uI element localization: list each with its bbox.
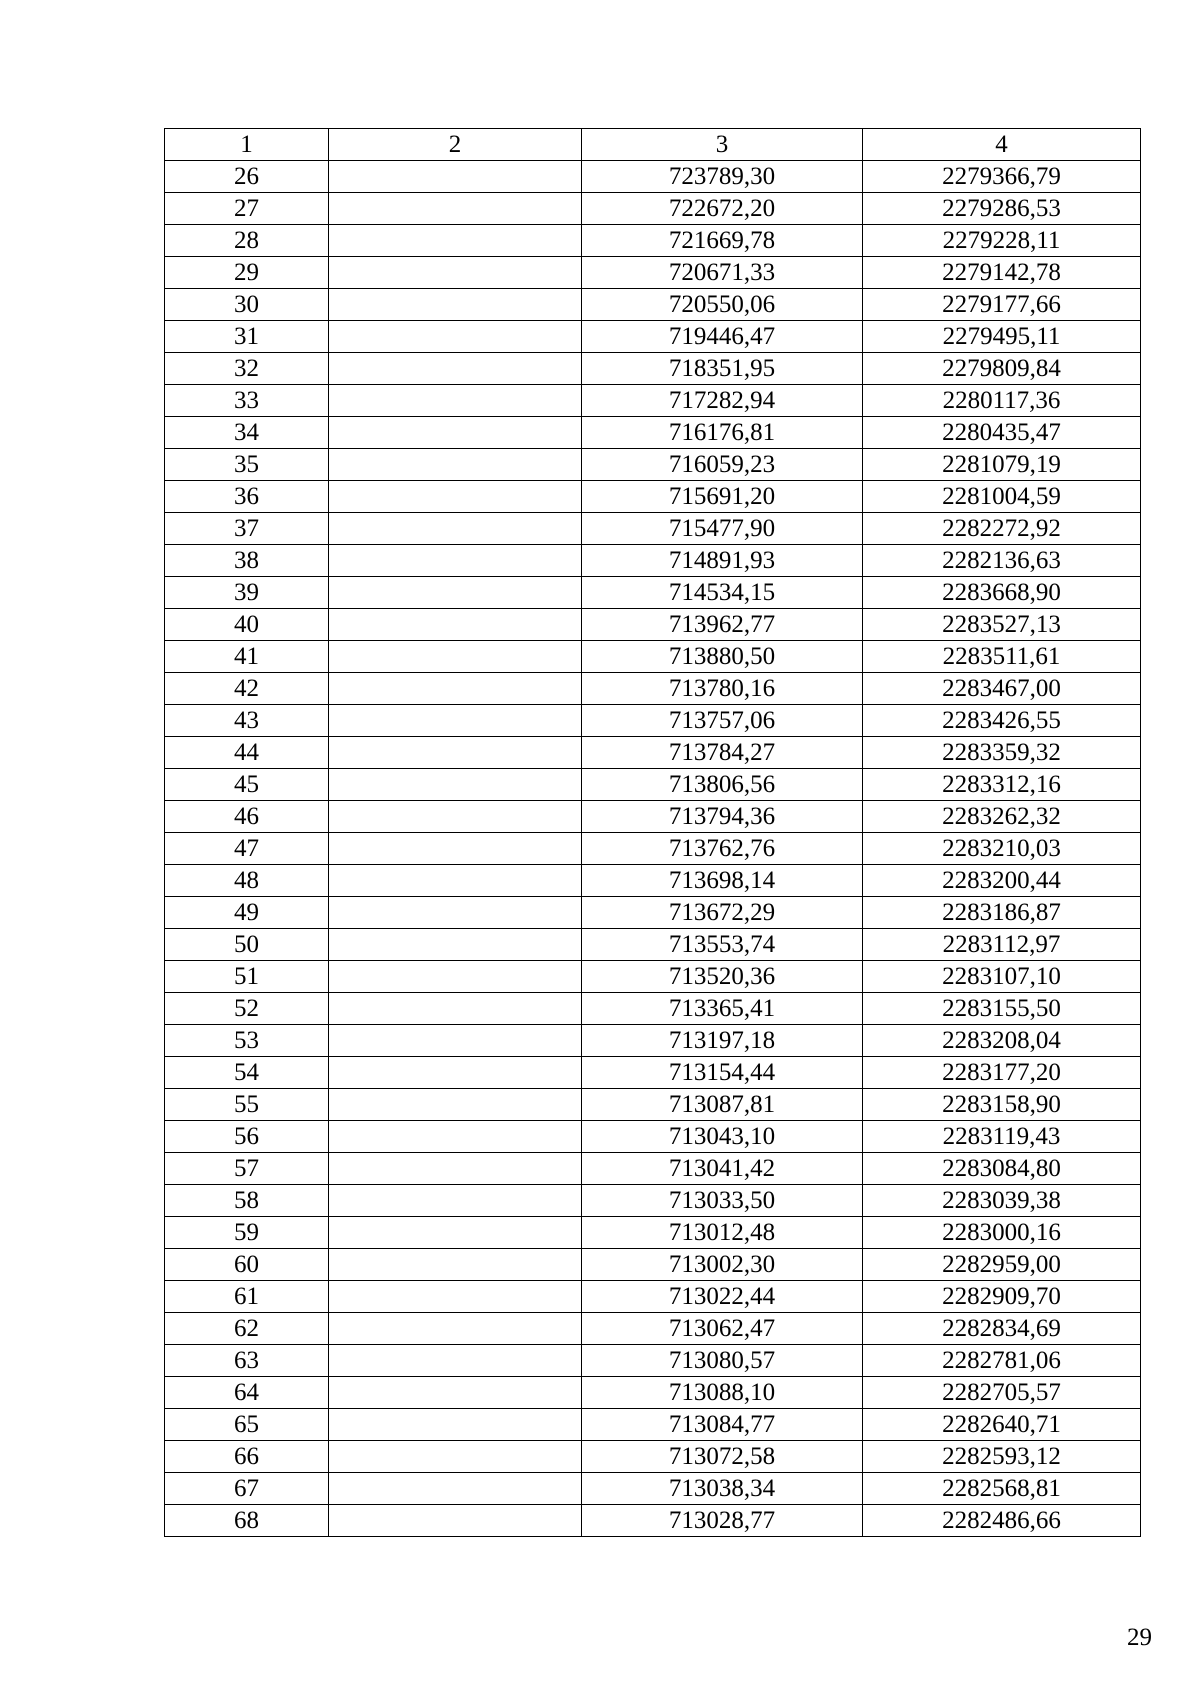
x-coordinate-cell: 713197,18 xyxy=(582,1025,863,1057)
name-cell xyxy=(329,673,582,705)
point-number-cell: 31 xyxy=(165,321,329,353)
name-cell xyxy=(329,737,582,769)
table-row xyxy=(165,609,1141,641)
name-cell xyxy=(329,1377,582,1409)
table-row xyxy=(165,1217,1141,1249)
x-coordinate-cell: 713553,74 xyxy=(582,929,863,961)
y-coordinate-cell: 2282705,57 xyxy=(863,1377,1141,1409)
name-cell xyxy=(329,641,582,673)
point-number-cell: 61 xyxy=(165,1281,329,1313)
table-row xyxy=(165,193,1141,225)
x-coordinate-cell: 713084,77 xyxy=(582,1409,863,1441)
point-number-cell: 48 xyxy=(165,865,329,897)
y-coordinate-cell: 2281004,59 xyxy=(863,481,1141,513)
point-number-cell: 39 xyxy=(165,577,329,609)
y-coordinate-cell: 2279142,78 xyxy=(863,257,1141,289)
name-cell xyxy=(329,385,582,417)
table-row xyxy=(165,1377,1141,1409)
table-row xyxy=(165,1473,1141,1505)
y-coordinate-cell: 2283426,55 xyxy=(863,705,1141,737)
x-coordinate-cell: 713022,44 xyxy=(582,1281,863,1313)
y-coordinate-cell: 2282959,00 xyxy=(863,1249,1141,1281)
table-row xyxy=(165,705,1141,737)
x-coordinate-cell: 713780,16 xyxy=(582,673,863,705)
y-coordinate-cell: 2283210,03 xyxy=(863,833,1141,865)
x-coordinate-cell: 723789,30 xyxy=(582,161,863,193)
x-coordinate-cell: 713072,58 xyxy=(582,1441,863,1473)
x-coordinate-cell: 717282,94 xyxy=(582,385,863,417)
table-row xyxy=(165,1121,1141,1153)
y-coordinate-cell: 2283359,32 xyxy=(863,737,1141,769)
point-number-cell: 60 xyxy=(165,1249,329,1281)
name-cell xyxy=(329,961,582,993)
table-row xyxy=(165,801,1141,833)
table-row xyxy=(165,161,1141,193)
y-coordinate-cell: 2283155,50 xyxy=(863,993,1141,1025)
name-cell xyxy=(329,1025,582,1057)
x-coordinate-cell: 722672,20 xyxy=(582,193,863,225)
x-coordinate-cell: 713062,47 xyxy=(582,1313,863,1345)
y-coordinate-cell: 2283119,43 xyxy=(863,1121,1141,1153)
point-number-cell: 41 xyxy=(165,641,329,673)
x-coordinate-cell: 713962,77 xyxy=(582,609,863,641)
table-row xyxy=(165,257,1141,289)
point-number-cell: 40 xyxy=(165,609,329,641)
table-row xyxy=(165,897,1141,929)
point-number-cell: 47 xyxy=(165,833,329,865)
table-row xyxy=(165,641,1141,673)
point-number-cell: 52 xyxy=(165,993,329,1025)
table-row xyxy=(165,545,1141,577)
name-cell xyxy=(329,609,582,641)
x-coordinate-cell: 713880,50 xyxy=(582,641,863,673)
y-coordinate-cell: 2282568,81 xyxy=(863,1473,1141,1505)
x-coordinate-cell: 718351,95 xyxy=(582,353,863,385)
name-cell xyxy=(329,193,582,225)
x-coordinate-cell: 713154,44 xyxy=(582,1057,863,1089)
x-coordinate-cell: 713365,41 xyxy=(582,993,863,1025)
table-row xyxy=(165,993,1141,1025)
y-coordinate-cell: 2282834,69 xyxy=(863,1313,1141,1345)
table-row xyxy=(165,1505,1141,1537)
y-coordinate-cell: 2279177,66 xyxy=(863,289,1141,321)
point-number-cell: 30 xyxy=(165,289,329,321)
y-coordinate-cell: 2283262,32 xyxy=(863,801,1141,833)
y-coordinate-cell: 2283000,16 xyxy=(863,1217,1141,1249)
header-cell-1: 1 xyxy=(165,129,329,161)
point-number-cell: 58 xyxy=(165,1185,329,1217)
name-cell xyxy=(329,257,582,289)
name-cell xyxy=(329,481,582,513)
name-cell xyxy=(329,353,582,385)
point-number-cell: 54 xyxy=(165,1057,329,1089)
y-coordinate-cell: 2282136,63 xyxy=(863,545,1141,577)
y-coordinate-cell: 2283177,20 xyxy=(863,1057,1141,1089)
y-coordinate-cell: 2283200,44 xyxy=(863,865,1141,897)
x-coordinate-cell: 720671,33 xyxy=(582,257,863,289)
name-cell xyxy=(329,1249,582,1281)
y-coordinate-cell: 2282593,12 xyxy=(863,1441,1141,1473)
x-coordinate-cell: 713087,81 xyxy=(582,1089,863,1121)
name-cell xyxy=(329,1505,582,1537)
y-coordinate-cell: 2283107,10 xyxy=(863,961,1141,993)
name-cell xyxy=(329,833,582,865)
coordinates-table xyxy=(164,128,1141,1537)
point-number-cell: 49 xyxy=(165,897,329,929)
y-coordinate-cell: 2282909,70 xyxy=(863,1281,1141,1313)
y-coordinate-cell: 2283186,87 xyxy=(863,897,1141,929)
name-cell xyxy=(329,161,582,193)
name-cell xyxy=(329,897,582,929)
table-row xyxy=(165,1409,1141,1441)
y-coordinate-cell: 2283112,97 xyxy=(863,929,1141,961)
point-number-cell: 51 xyxy=(165,961,329,993)
name-cell xyxy=(329,1057,582,1089)
point-number-cell: 66 xyxy=(165,1441,329,1473)
name-cell xyxy=(329,1473,582,1505)
point-number-cell: 33 xyxy=(165,385,329,417)
name-cell xyxy=(329,1409,582,1441)
point-number-cell: 34 xyxy=(165,417,329,449)
y-coordinate-cell: 2279228,11 xyxy=(863,225,1141,257)
point-number-cell: 65 xyxy=(165,1409,329,1441)
y-coordinate-cell: 2283208,04 xyxy=(863,1025,1141,1057)
x-coordinate-cell: 713672,29 xyxy=(582,897,863,929)
name-cell xyxy=(329,225,582,257)
point-number-cell: 64 xyxy=(165,1377,329,1409)
name-cell xyxy=(329,1217,582,1249)
x-coordinate-cell: 713520,36 xyxy=(582,961,863,993)
page-number: 29 xyxy=(1127,1624,1152,1651)
table-row xyxy=(165,961,1141,993)
point-number-cell: 46 xyxy=(165,801,329,833)
table-row xyxy=(165,1057,1141,1089)
x-coordinate-cell: 713784,27 xyxy=(582,737,863,769)
x-coordinate-cell: 713757,06 xyxy=(582,705,863,737)
point-number-cell: 26 xyxy=(165,161,329,193)
name-cell xyxy=(329,1089,582,1121)
point-number-cell: 38 xyxy=(165,545,329,577)
y-coordinate-cell: 2283312,16 xyxy=(863,769,1141,801)
table-row xyxy=(165,833,1141,865)
table-row xyxy=(165,1025,1141,1057)
coordinates-table-body xyxy=(165,129,1141,1537)
table-row xyxy=(165,1441,1141,1473)
table-row xyxy=(165,417,1141,449)
table-row xyxy=(165,1313,1141,1345)
point-number-cell: 56 xyxy=(165,1121,329,1153)
x-coordinate-cell: 721669,78 xyxy=(582,225,863,257)
y-coordinate-cell: 2281079,19 xyxy=(863,449,1141,481)
y-coordinate-cell: 2279495,11 xyxy=(863,321,1141,353)
table-row xyxy=(165,385,1141,417)
x-coordinate-cell: 716176,81 xyxy=(582,417,863,449)
x-coordinate-cell: 713038,34 xyxy=(582,1473,863,1505)
point-number-cell: 62 xyxy=(165,1313,329,1345)
table-row xyxy=(165,1281,1141,1313)
name-cell xyxy=(329,289,582,321)
name-cell xyxy=(329,417,582,449)
table-row xyxy=(165,481,1141,513)
x-coordinate-cell: 720550,06 xyxy=(582,289,863,321)
y-coordinate-cell: 2282272,92 xyxy=(863,513,1141,545)
x-coordinate-cell: 713043,10 xyxy=(582,1121,863,1153)
point-number-cell: 37 xyxy=(165,513,329,545)
point-number-cell: 50 xyxy=(165,929,329,961)
name-cell xyxy=(329,929,582,961)
table-row xyxy=(165,353,1141,385)
point-number-cell: 27 xyxy=(165,193,329,225)
name-cell xyxy=(329,1313,582,1345)
y-coordinate-cell: 2283467,00 xyxy=(863,673,1141,705)
x-coordinate-cell: 714534,15 xyxy=(582,577,863,609)
name-cell xyxy=(329,801,582,833)
y-coordinate-cell: 2282486,66 xyxy=(863,1505,1141,1537)
x-coordinate-cell: 713762,76 xyxy=(582,833,863,865)
point-number-cell: 55 xyxy=(165,1089,329,1121)
table-row xyxy=(165,1153,1141,1185)
point-number-cell: 43 xyxy=(165,705,329,737)
table-row xyxy=(165,289,1141,321)
x-coordinate-cell: 713698,14 xyxy=(582,865,863,897)
x-coordinate-cell: 713041,42 xyxy=(582,1153,863,1185)
name-cell xyxy=(329,769,582,801)
point-number-cell: 45 xyxy=(165,769,329,801)
table-row xyxy=(165,769,1141,801)
y-coordinate-cell: 2283039,38 xyxy=(863,1185,1141,1217)
header-cell-4: 4 xyxy=(863,129,1141,161)
table-row xyxy=(165,225,1141,257)
point-number-cell: 67 xyxy=(165,1473,329,1505)
name-cell xyxy=(329,1441,582,1473)
y-coordinate-cell: 2283668,90 xyxy=(863,577,1141,609)
x-coordinate-cell: 713080,57 xyxy=(582,1345,863,1377)
name-cell xyxy=(329,321,582,353)
name-cell xyxy=(329,865,582,897)
point-number-cell: 28 xyxy=(165,225,329,257)
table-row xyxy=(165,449,1141,481)
point-number-cell: 68 xyxy=(165,1505,329,1537)
y-coordinate-cell: 2283511,61 xyxy=(863,641,1141,673)
table-row xyxy=(165,673,1141,705)
name-cell xyxy=(329,1153,582,1185)
header-cell-2: 2 xyxy=(329,129,582,161)
point-number-cell: 29 xyxy=(165,257,329,289)
name-cell xyxy=(329,1345,582,1377)
name-cell xyxy=(329,513,582,545)
table-row xyxy=(165,1089,1141,1121)
x-coordinate-cell: 716059,23 xyxy=(582,449,863,481)
x-coordinate-cell: 713028,77 xyxy=(582,1505,863,1537)
x-coordinate-cell: 713012,48 xyxy=(582,1217,863,1249)
table-row xyxy=(165,1185,1141,1217)
x-coordinate-cell: 713033,50 xyxy=(582,1185,863,1217)
table-row xyxy=(165,737,1141,769)
x-coordinate-cell: 713806,56 xyxy=(582,769,863,801)
name-cell xyxy=(329,705,582,737)
point-number-cell: 59 xyxy=(165,1217,329,1249)
name-cell xyxy=(329,1281,582,1313)
x-coordinate-cell: 719446,47 xyxy=(582,321,863,353)
y-coordinate-cell: 2280435,47 xyxy=(863,417,1141,449)
point-number-cell: 63 xyxy=(165,1345,329,1377)
table-row xyxy=(165,321,1141,353)
point-number-cell: 42 xyxy=(165,673,329,705)
table-row xyxy=(165,577,1141,609)
table-row xyxy=(165,513,1141,545)
name-cell xyxy=(329,545,582,577)
table-row xyxy=(165,1345,1141,1377)
y-coordinate-cell: 2279366,79 xyxy=(863,161,1141,193)
name-cell xyxy=(329,1121,582,1153)
name-cell xyxy=(329,993,582,1025)
y-coordinate-cell: 2283527,13 xyxy=(863,609,1141,641)
table-row xyxy=(165,865,1141,897)
y-coordinate-cell: 2279286,53 xyxy=(863,193,1141,225)
name-cell xyxy=(329,577,582,609)
header-cell-3: 3 xyxy=(582,129,863,161)
point-number-cell: 44 xyxy=(165,737,329,769)
point-number-cell: 32 xyxy=(165,353,329,385)
point-number-cell: 35 xyxy=(165,449,329,481)
table-row xyxy=(165,929,1141,961)
y-coordinate-cell: 2280117,36 xyxy=(863,385,1141,417)
point-number-cell: 57 xyxy=(165,1153,329,1185)
x-coordinate-cell: 714891,93 xyxy=(582,545,863,577)
x-coordinate-cell: 713088,10 xyxy=(582,1377,863,1409)
point-number-cell: 36 xyxy=(165,481,329,513)
x-coordinate-cell: 713002,30 xyxy=(582,1249,863,1281)
table-header-row xyxy=(165,129,1141,161)
name-cell xyxy=(329,449,582,481)
x-coordinate-cell: 713794,36 xyxy=(582,801,863,833)
y-coordinate-cell: 2279809,84 xyxy=(863,353,1141,385)
name-cell xyxy=(329,1185,582,1217)
table-row xyxy=(165,1249,1141,1281)
y-coordinate-cell: 2283084,80 xyxy=(863,1153,1141,1185)
x-coordinate-cell: 715691,20 xyxy=(582,481,863,513)
y-coordinate-cell: 2283158,90 xyxy=(863,1089,1141,1121)
x-coordinate-cell: 715477,90 xyxy=(582,513,863,545)
y-coordinate-cell: 2282781,06 xyxy=(863,1345,1141,1377)
y-coordinate-cell: 2282640,71 xyxy=(863,1409,1141,1441)
point-number-cell: 53 xyxy=(165,1025,329,1057)
